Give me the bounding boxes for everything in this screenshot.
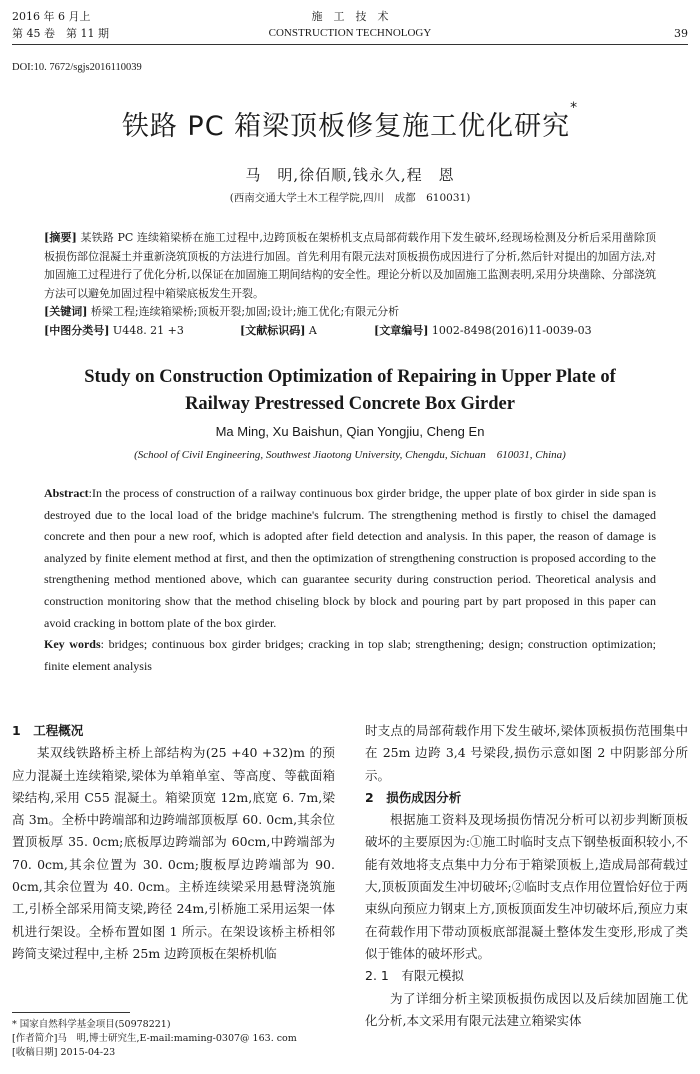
clc-code: [44, 322, 184, 341]
header-journal-en: CONSTRUCTION TECHNOLOGY: [268, 27, 432, 39]
section-2-paragraph: 根据施工资料及现场损伤情况分析可以初步判断顶板破坏的主要原因为:①施工时临时支点下钢垫板面积较小,不能有效地将支点集中力分布于箱梁顶板上,造成局部荷载过大,顶板顶面发生冲切破坏;②临时支点作用位置恰好位于两束纵向预应力钢束上方,顶板顶面发生冲切破坏后,预应力束在荷载作用下带动顶板底部混凝土整体发生变形,形成了类似于锥体的破坏形式。: [365, 812, 688, 961]
classification-row: [44, 322, 656, 340]
keywords-cn-label: [关键词]: [44, 305, 88, 319]
clc-value: U448. 21 +3: [112, 323, 184, 337]
abstract-cn-label: [摘要]: [44, 231, 77, 244]
title-en: Study on Construction Optimization of Repairing in Upper Plate of Railway Prestressed Concrete Box Girder: [84, 367, 616, 414]
affiliation-cn: (西南交通大学土木工程学院,四川 成都 610031): [229, 192, 471, 204]
doc-value: A: [308, 323, 317, 337]
section-1-paragraph: 某双线铁路桥主桥上部结构为(25 +40 +32)m 的预应力混凝土连续箱梁,梁体为单箱单室、等高度、等截面箱梁结构,采用 C55 混凝土。箱梁顶宽 12m,底宽 6. 7m,梁高 3m。全桥中跨端部和边跨端部顶板厚 60. 0cm,其余位置顶板厚 35. 0cm;底板厚边跨端部为 60cm,中跨端部为 70. 0cm,其余位置为 30. 0cm;腹板厚边跨端部为 90. 0cm,其余位置为 40. 0cm。主桥连续梁采用悬臂浇筑施工,引桥全部采用简支梁,跨径 24m,引桥施工采用运架一体机进行架设。全桥布置如图 1 所示。在架设该桥主桥相邻跨简支梁过程中,主桥 25m 边跨顶板在架桥机临: [12, 745, 335, 961]
abstract-cn-text: 某铁路 PC 连续箱梁桥在施工过程中,边跨顶板在架桥机支点局部荷载作用下发生破坏,经现场检测及分析后采用凿除顶板损伤部位混凝土并重新浇筑顶板的方法进行加固。首先利用有限元法对顶板损伤成因进行了分析,然后针对提出的加固方法,对加固施工过程进行了优化分析,以保证在加固施工期间结构的安全性。理论分析以及加固施工监测表明,采用分块凿除、分部浇筑方法可以避免加固过程中箱梁底板发生开裂。: [44, 231, 657, 300]
article-label: [文章编号]: [374, 323, 429, 337]
authors-en: Ma Ming, Xu Baishun, Qian Yongjiu, Cheng En: [215, 424, 485, 439]
header-issue: 第 45 卷 第 11 期: [12, 27, 109, 40]
abstract-en-text: :In the process of construction of a railway continuous box girder bridge, the upper plate of box girder in side span is destroyed due to the local load of the bridge machine's fulcrum. The strengthening method is firstly to chisel the damaged concrete and then pour a new roof, which is adopted after field detection and analysis. In this paper, the reason of damage is analyzed by finite element method at first, and then the optimization of strengthening construction is proposed according to the strengthening method mentioned above, which can guarantee security during construction period. Theoretical analysis and construction monitoring show that the method chiseling block by block and pouring part by part proposed in this paper can avoid cracking in bottom plate of the box girder.: [44, 486, 656, 630]
keywords-en-text: : bridges; continuous box girder bridges; cracking in top slab; strengthening; design; construction optimization; finite element analysis: [44, 637, 656, 673]
keywords-en-label: Key words: [44, 637, 101, 652]
section-2-1-heading: 2. 1 有限元模拟: [365, 968, 464, 984]
clc-label: [中图分类号]: [44, 323, 110, 337]
section-2-1-paragraph: 为了详细分析主梁顶板损伤成因以及后续加固施工优化分析,本文采用有限元法建立箱梁实体: [365, 990, 688, 1028]
authors-cn: 马 明,徐佰顺,钱永久,程 恩: [245, 166, 455, 184]
footnote-author-label: [作者简介]: [12, 1033, 58, 1044]
keywords-en: [44, 634, 656, 677]
footnote-date-text: 2015-04-23: [60, 1047, 116, 1058]
title-cn: [0, 100, 700, 143]
footnote-date-label: [收稿日期]: [12, 1047, 58, 1058]
section-2-heading: 2 损伤成因分析: [365, 789, 462, 805]
header-date: 2016 年 6 月上: [12, 10, 91, 23]
keywords-cn: [44, 303, 656, 322]
abstract-cn: [44, 229, 656, 340]
doc-code: [240, 322, 317, 341]
header-rule: [12, 44, 688, 45]
footnote-author: [12, 1032, 342, 1046]
abstract-en-paragraph: [44, 483, 656, 634]
keywords-cn-text: 桥梁工程;连续箱梁桥;顶板开裂;加固;设计;施工优化;有限元分析: [90, 305, 400, 319]
abstract-en-label: Abstract: [44, 486, 89, 500]
title-cn-text: 铁路 PC 箱梁顶板修复施工优化研究: [121, 111, 571, 142]
footnote-received: [12, 1046, 342, 1060]
footnote-rule: [12, 1012, 130, 1013]
affiliation-en: (School of Civil Engineering, Southwest Jiaotong University, Chengdu, Sichuan 610031, China): [134, 449, 566, 461]
section-1-heading: 1 工程概况: [12, 723, 84, 738]
footnotes: [12, 1018, 342, 1060]
section-1-paragraph-continued: 时支点的局部荷载作用下发生破坏,梁体顶板损伤范围集中在 25m 边跨 3,4 号梁段,损伤示意如图 2 中阴影部分所示。: [365, 723, 688, 783]
abstract-en: [44, 483, 656, 677]
article-value: 1002-8498(2016)11-0039-03: [431, 323, 592, 337]
doi: DOI:10. 7672/sgjs2016110039: [12, 62, 142, 73]
article-number: [374, 322, 592, 341]
abstract-cn-paragraph: [44, 229, 656, 303]
body-right-column: [365, 720, 688, 1032]
title-footnote-mark: *: [570, 100, 579, 116]
header-journal-cn: 施 工 技 术: [311, 10, 389, 23]
doc-label: [文献标识码]: [240, 323, 306, 337]
footnote-fund: * 国家自然科学基金项目(50978221): [12, 1019, 171, 1030]
body-left-column: [12, 720, 335, 965]
header-page-number: 39: [674, 27, 688, 40]
footnote-author-text: 马 明,博士研究生,E-mail:maming-0307@ 163. com: [57, 1033, 297, 1044]
